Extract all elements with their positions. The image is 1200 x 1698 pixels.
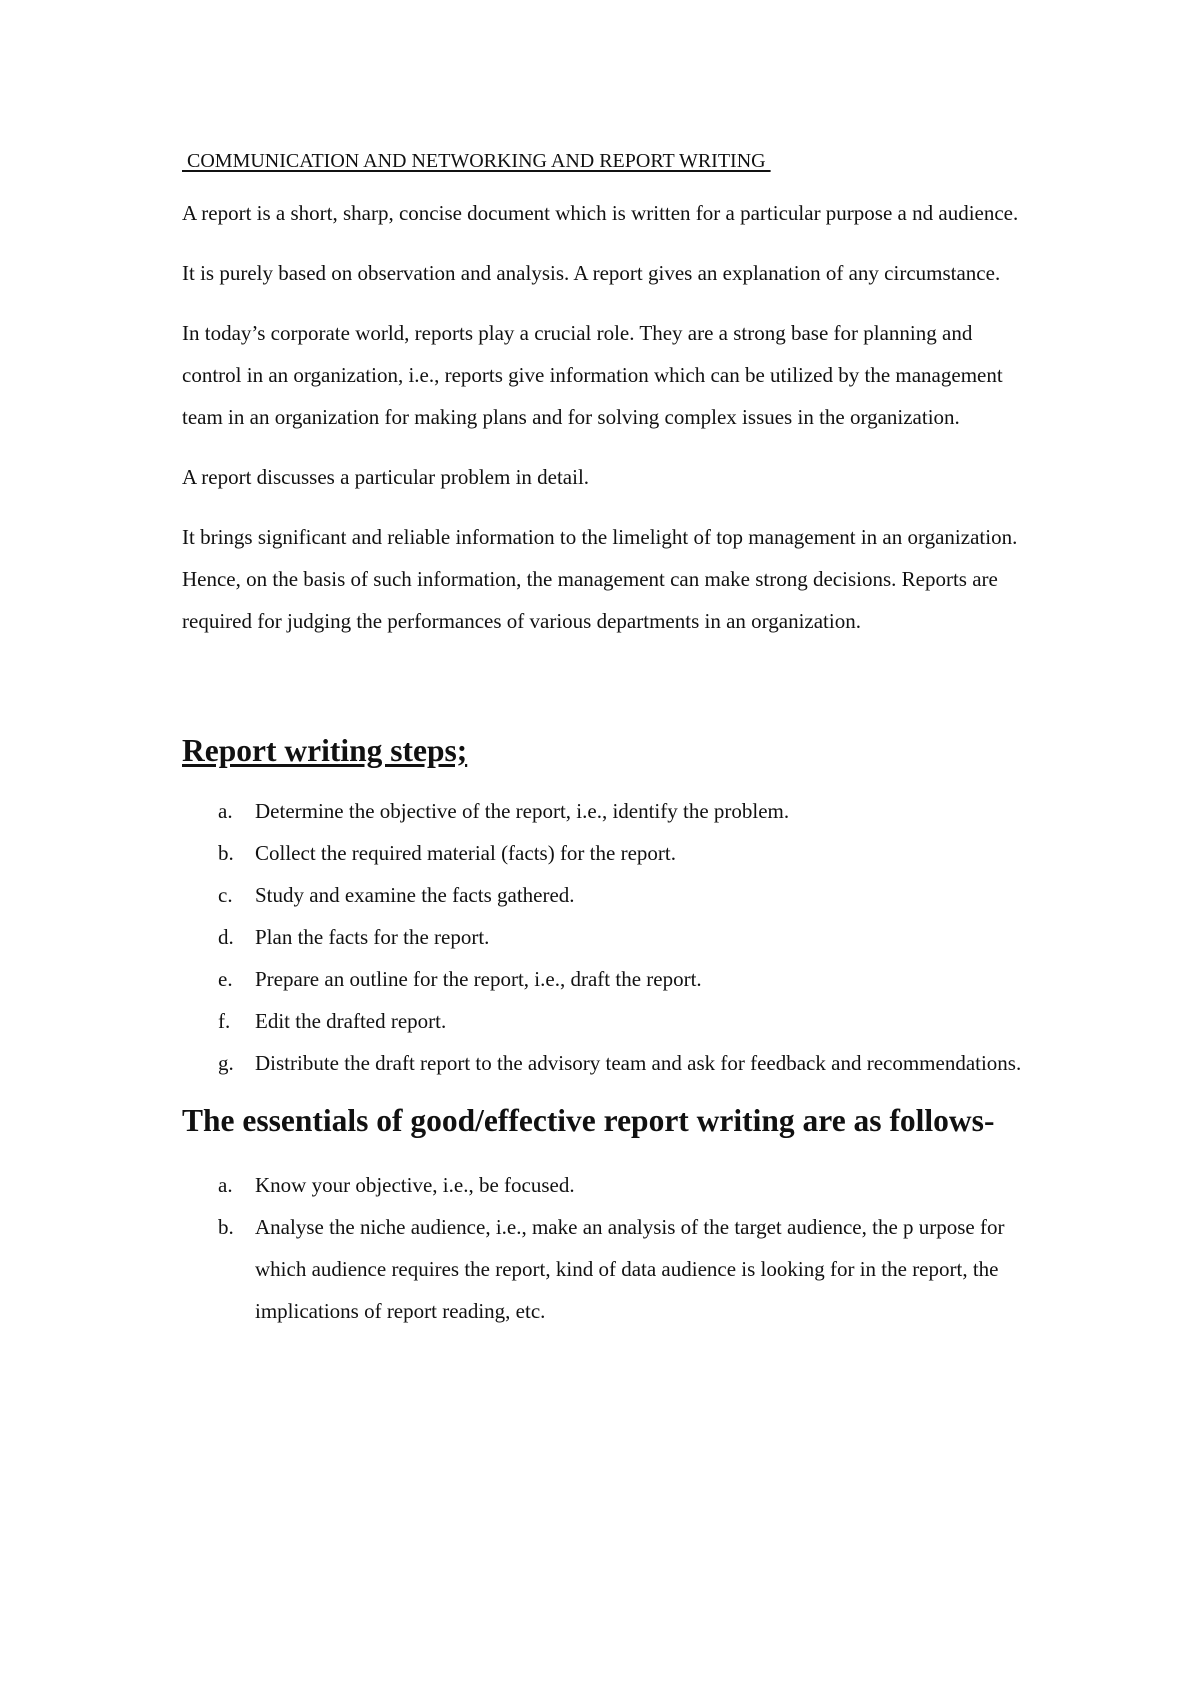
paragraph-problem-detail: A report discusses a particular problem in detail.: [182, 465, 590, 489]
list-item-text: Edit the drafted report.: [255, 1009, 447, 1033]
list-marker: c.: [218, 883, 233, 907]
list-item: [182, 1164, 1032, 1206]
paragraph-definition: A report is a short, sharp, concise document which is written for a particular purpose a nd audience.: [182, 201, 1019, 225]
list-item: [182, 916, 1032, 958]
list-item: [182, 1206, 1032, 1332]
list-marker: b.: [218, 1215, 234, 1239]
list-marker: a.: [218, 799, 233, 823]
list-marker: a.: [218, 1173, 233, 1197]
list-marker: d.: [218, 925, 234, 949]
paragraph-corporate-role: In today’s corporate world, reports play a crucial role. They are a strong base for planning and control in an organization, i.e., reports give information which can be utilized by the management team in an organization for making plans and for solving complex issues in the organization.: [182, 321, 1003, 429]
list-item-text: Plan the facts for the report.: [255, 925, 490, 949]
list-item-text: Know your objective, i.e., be focused.: [255, 1173, 575, 1197]
essentials-list: [182, 1164, 1032, 1332]
list-marker: b.: [218, 841, 234, 865]
steps-heading: Report writing steps;: [182, 733, 468, 768]
list-item-text: Collect the required material (facts) for the report.: [255, 841, 676, 865]
list-item-text: Analyse the niche audience, i.e., make an analysis of the target audience, the p urpose for which audience requires the report, kind of data audience is looking for in the report, the implications of report reading, etc.: [255, 1215, 1005, 1323]
list-item: [182, 1000, 1032, 1042]
list-marker: g.: [218, 1051, 234, 1075]
list-item: [182, 790, 1032, 832]
paragraph-observation: It is purely based on observation and analysis. A report gives an explanation of any circumstance.: [182, 261, 1001, 285]
list-item-text: Study and examine the facts gathered.: [255, 883, 575, 907]
document-body: [182, 146, 1032, 1332]
list-item-text: Prepare an outline for the report, i.e., draft the report.: [255, 967, 702, 991]
paragraph-significance: It brings significant and reliable information to the limelight of top management in an organization. Hence, on the basis of such information, the management can make strong decisions. Reports are required for judging the performances of various departments in an organization.: [182, 525, 1018, 633]
list-marker: f.: [218, 1009, 231, 1033]
document-title: COMMUNICATION AND NETWORKING AND REPORT WRITING: [182, 150, 771, 172]
list-item-text: Determine the objective of the report, i.e., identify the problem.: [255, 799, 790, 823]
list-item: [182, 958, 1032, 1000]
list-item: [182, 832, 1032, 874]
list-item: [182, 1042, 1032, 1084]
list-marker: e.: [218, 967, 233, 991]
steps-list: [182, 790, 1032, 1084]
list-item: [182, 874, 1032, 916]
essentials-heading: The essentials of good/effective report writing are as follows-: [182, 1103, 995, 1138]
list-item-text: Distribute the draft report to the advisory team and ask for feedback and recommendations.: [255, 1051, 1022, 1075]
